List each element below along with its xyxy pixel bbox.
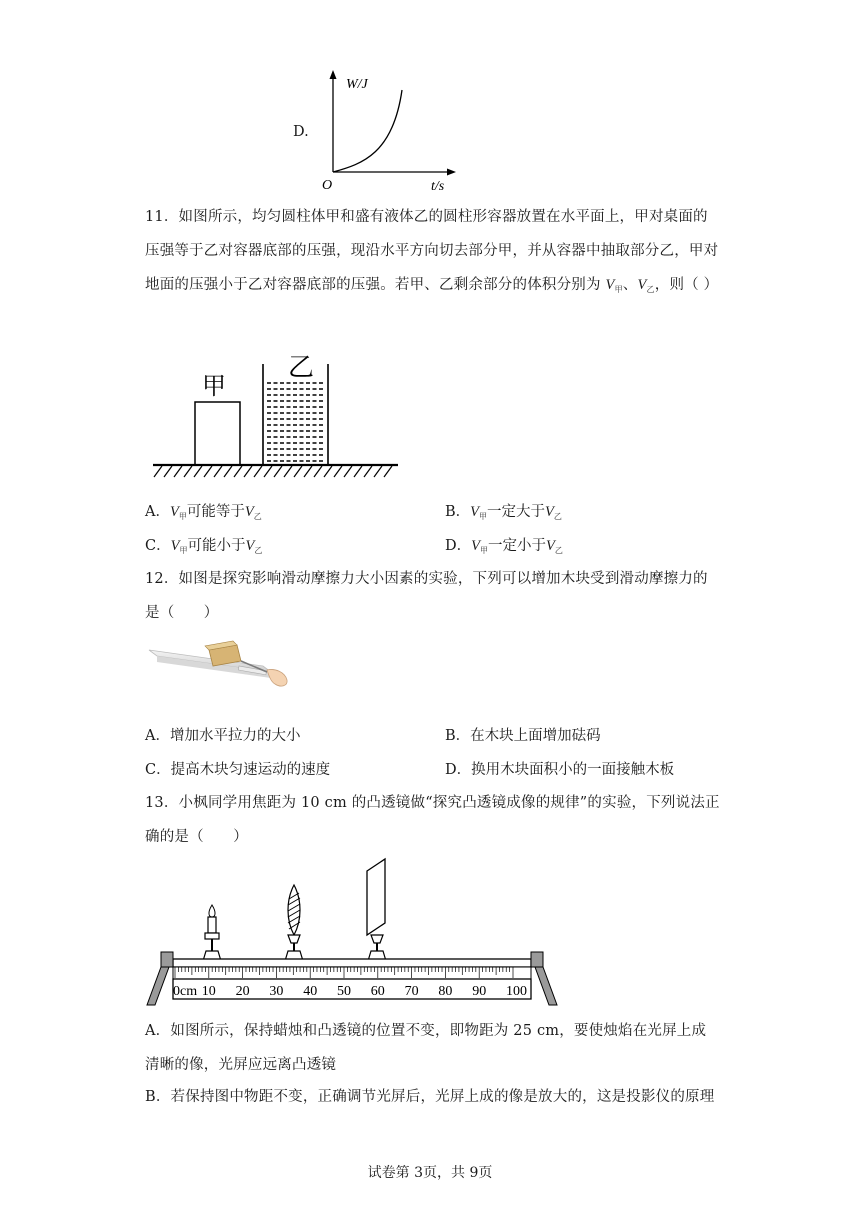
- ruler-label: 30: [269, 984, 284, 999]
- page-footer: 试卷第 3页，共 9页: [367, 1165, 493, 1181]
- scale-strip: [173, 967, 531, 979]
- ruler-label: 80: [438, 984, 453, 999]
- ruler-label: 100: [506, 984, 527, 999]
- graph-x-label: t/s: [431, 179, 445, 193]
- ruler-label: 50: [337, 984, 351, 999]
- q12-option-b[interactable]: B．在木块上面增加砝码: [445, 728, 601, 744]
- q13-question: 13．小枫同学用焦距为 10 cm 的凸透镜做“探究凸透镜成像的规律”的实验，下列说法正确的是（ ）: [145, 795, 720, 845]
- candle: [203, 905, 221, 961]
- q12-option-d[interactable]: D．换用木块面积小的一面接触木板: [445, 762, 675, 778]
- graph-y-label: W/J: [346, 77, 368, 92]
- ruler-label: 20: [235, 984, 250, 999]
- label-yi: 乙: [288, 353, 315, 382]
- q12-question: 12．如图是探究影响滑动摩擦力大小因素的实验，下列可以增加木块受到滑动摩擦力的是（ ）: [145, 571, 708, 621]
- q13-option-a[interactable]: A．如图所示，保持蜡烛和凸透镜的位置不变，即物距为 25 cm，要使烛焰在光屏上成清晰的像，光屏应远离凸透镜: [145, 1023, 707, 1073]
- ruler-label: 40: [303, 984, 318, 999]
- hand: [267, 669, 287, 686]
- q12-friction-figure: [145, 632, 305, 707]
- ruler-label: 0cm: [173, 984, 198, 999]
- label-jia: 甲: [202, 374, 226, 400]
- q10-option-d-label: D.: [293, 124, 309, 140]
- ruler-label: 10: [201, 984, 216, 999]
- cylinder-jia: [195, 402, 240, 465]
- light-screen: [367, 859, 386, 961]
- q11-option-a[interactable]: A．$V_甲$可能等于$V_乙$: [145, 504, 262, 521]
- q10-work-time-graph: [318, 68, 458, 193]
- q11-option-d[interactable]: D．$V_甲$一定小于$V_乙$: [445, 538, 563, 555]
- q12-option-a[interactable]: A．增加水平拉力的大小: [145, 728, 301, 744]
- q11-question: 11．如图所示，均匀圆柱体甲和盛有液体乙的圆柱形容器放置在水平面上，甲对桌面的压强等于乙对容器底部的压强，现沿水平方向切去部分甲，并从容器中抽取部分乙，甲对地面的压强小于乙对容器底部的压强。若甲、乙剩余部分的体积分别为 $V_甲$、$V_乙$，则（ ）: [145, 209, 719, 294]
- bench-rail: [173, 959, 531, 967]
- q12-option-c[interactable]: C．提高木块匀速运动的速度: [145, 762, 331, 778]
- q11-option-b[interactable]: B．$V_甲$一定大于$V_乙$: [445, 504, 562, 521]
- q11-figure: [150, 350, 405, 480]
- q13-optical-bench: [145, 855, 560, 1010]
- graph-origin: O: [322, 178, 333, 193]
- convex-lens: [285, 885, 303, 961]
- q13-option-b[interactable]: B．若保持图中物距不变，正确调节光屏后，光屏上成的像是放大的，这是投影仪的原理: [145, 1089, 715, 1105]
- ruler-label: 90: [472, 984, 487, 999]
- q11-option-c[interactable]: C．$V_甲$可能小于$V_乙$: [145, 538, 263, 555]
- ruler-label: 70: [404, 984, 419, 999]
- ruler-label: 60: [370, 984, 385, 999]
